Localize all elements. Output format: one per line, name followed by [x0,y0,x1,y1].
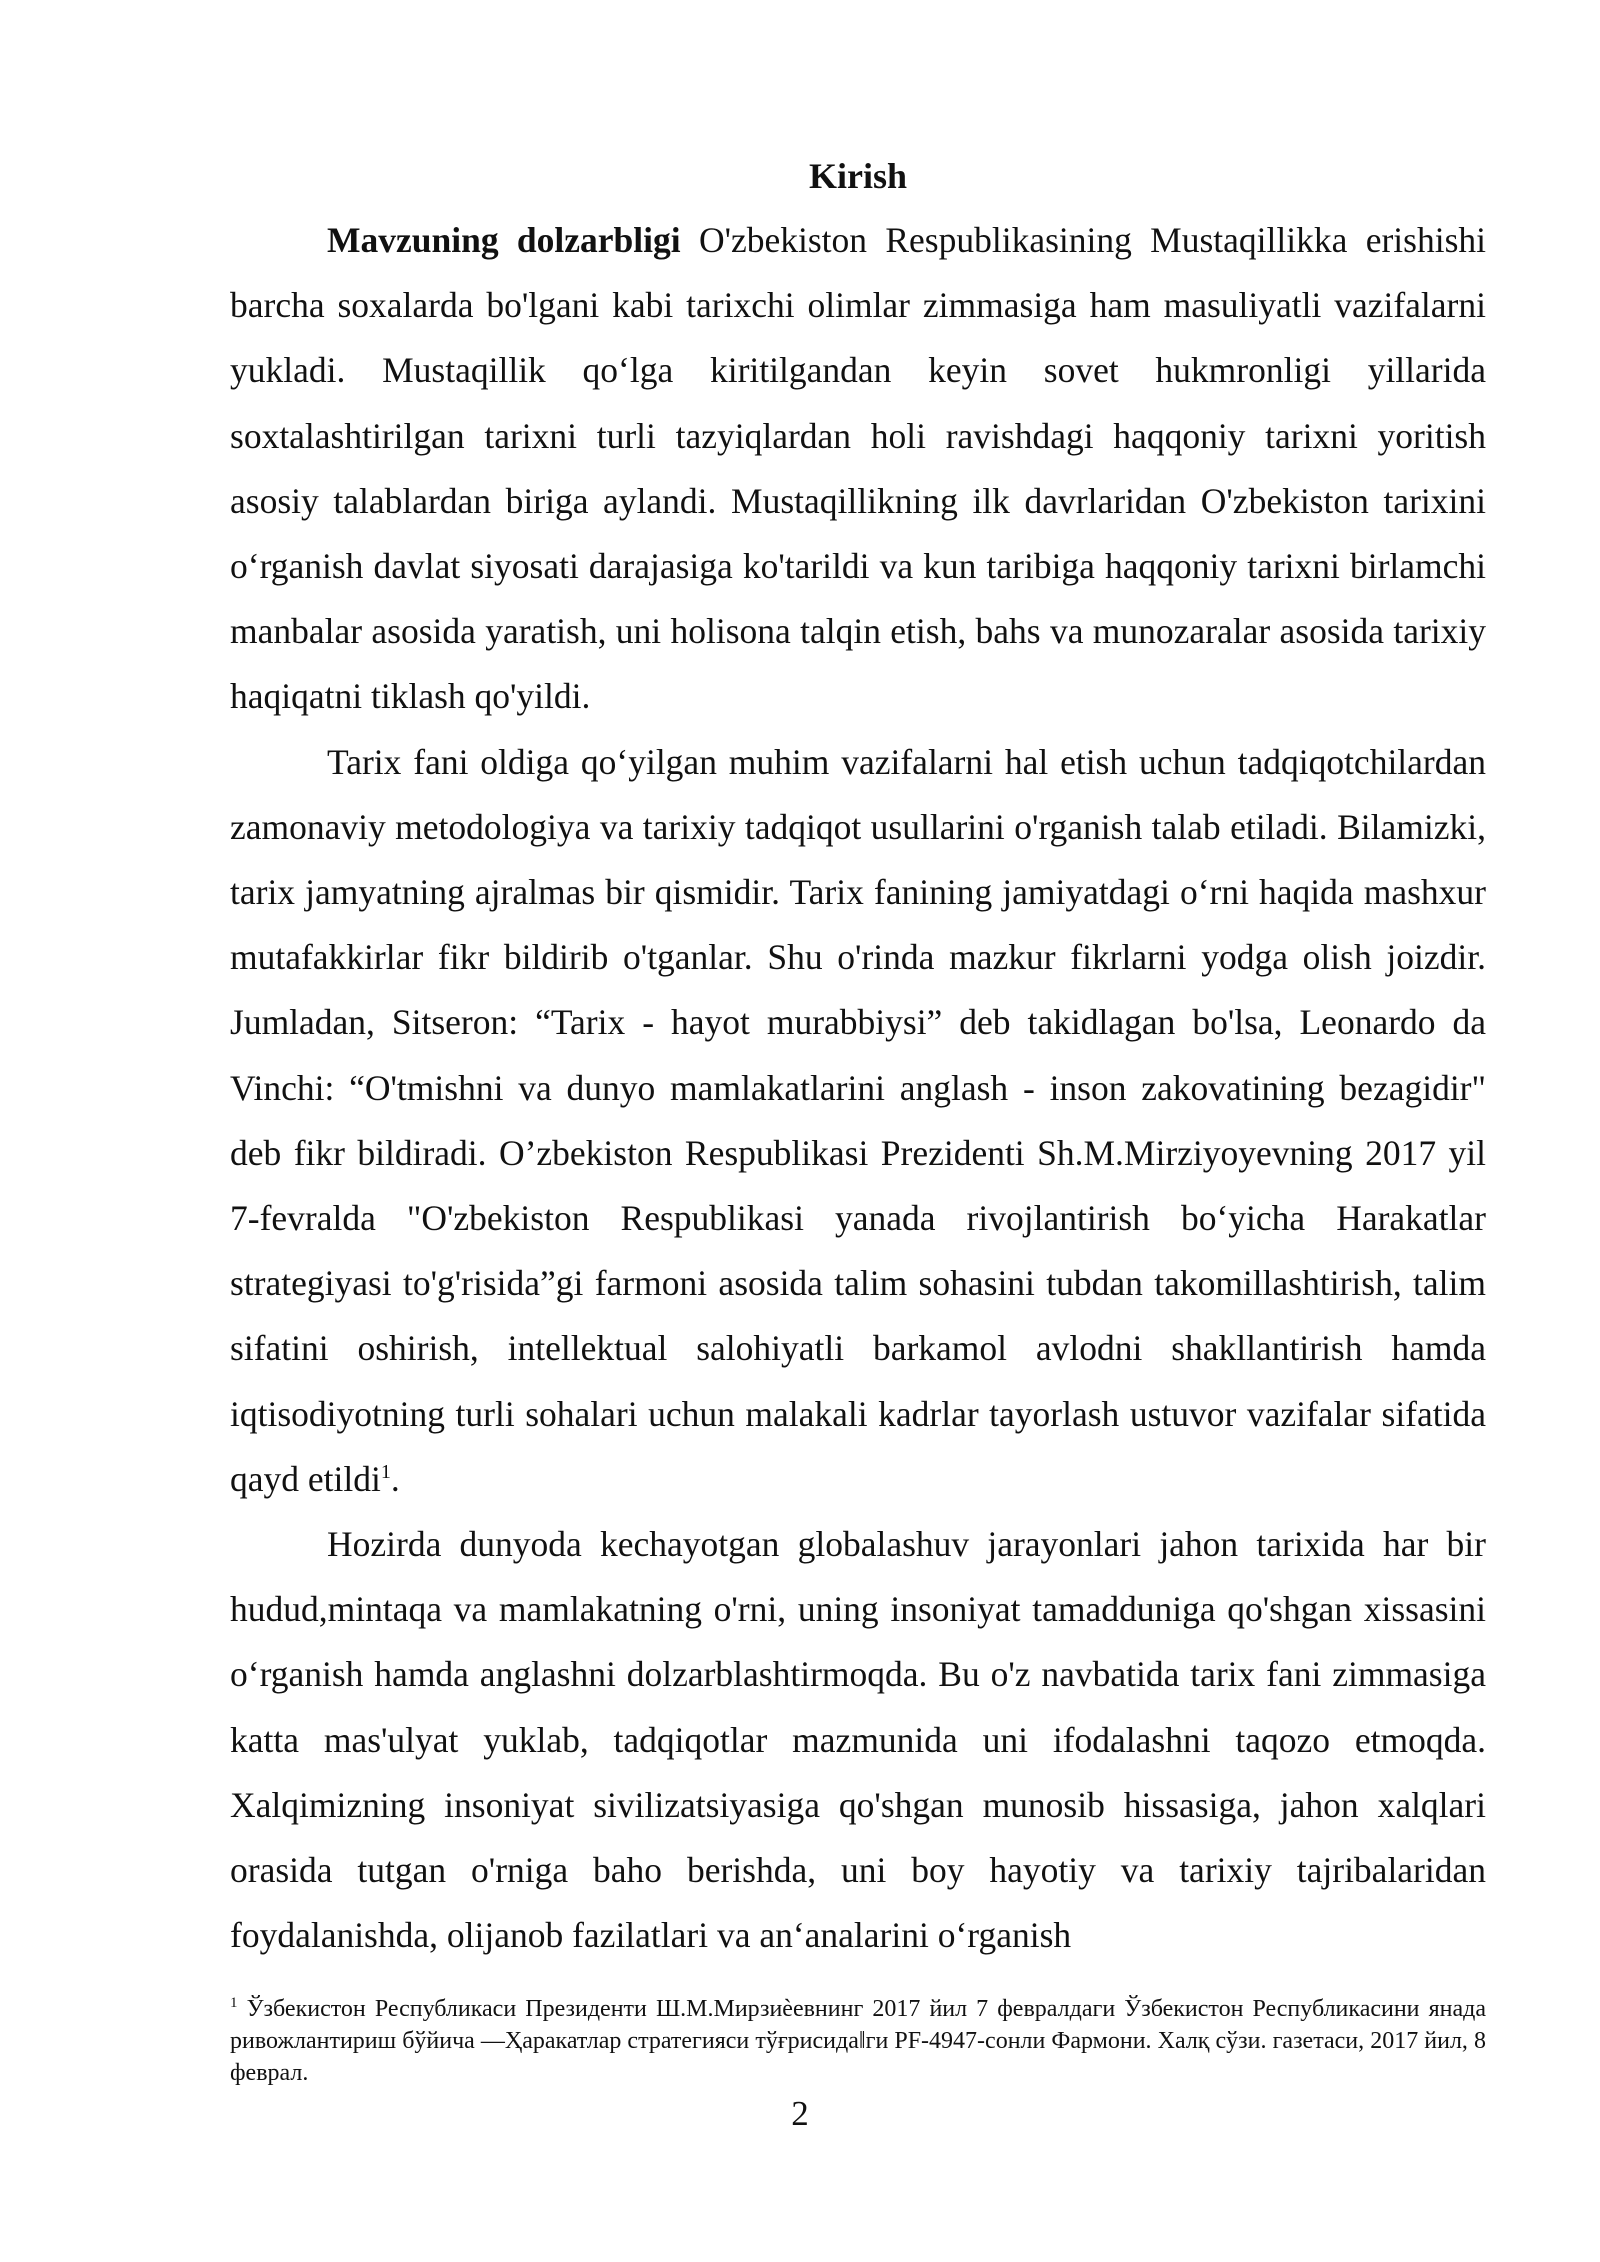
paragraph-tail: . [390,1458,400,1499]
paragraph-text: Hozirda dunyoda kechayotgan globalashuv jarayonlari jahon tarixida har bir hudud,mintaqa va mamlakatning o'rni, uning insoniyat tamadduniga qo'shgan xissasini o‘rganish hamda anglashni dolzarblashtirmoqda. Bu o'z navbatida tarix fani zimmasiga katta mas'ulyat yuklab, tadqiqotlar mazmunida uni ifodalashni taqozo etmoqda. Xalqimizning insoniyat sivilizatsiyasiga qo'shgan munosib hissasiga, jahon xalqlari orasida tutgan o'rniga baho berishda, uni boy hayotiy va tarixiy tajribalaridan foydalanishda, olijanob fazilatlari va an‘analarini o‘rganish [230,1524,1486,1956]
footnote-reference[interactable]: 1 [380,1461,391,1484]
paragraph-text: Tarix fani oldiga qo‘yilgan muhim vazifalarni hal etish uchun tadqiqotchilardan zamonaviy metodologiya va tarixiy tadqiqot usullarini o'rganish talab etiladi. Bilamizki, tarix jamyatning ajralmas bir qismidir. Tarix fanining jamiyatdagi o‘rni haqida mashxur mutafakkirlar fikr bildirib o'tganlar. Shu o'rinda mazkur fikrlarni yodga olish joizdir. Jumladan, Sitseron: “Tarix - hayot murabbiysi” deb takidlagan bo'lsa, Leonardo da Vinchi: “O'tmishni va dunyo mamlakatlarini anglash - inson zakovatining bezagidir" deb fikr bildiradi. O’zbekiston Respublikasi Prezidenti Sh.M.Mirziyoyevning 2017 yil 7-fevralda "O'zbekiston Respublikasi yanada rivojlantirish bo‘yicha Harakatlar strategiyasi to'g'risida”gi farmoni asosida talim sohasini tubdan takomillashtirish, talim sifatini oshirish, intellektual salohiyatli barkamol avlodni shakllantirish hamda iqtisodiyotning turli sohalari uchun malakali kadrlar tayorlash ustuvor vazifalar sifatida qayd etildi [230,741,1486,1499]
footnotes [230,1993,1486,2089]
page-number: 2 [791,2094,809,2133]
footnote-item [230,1993,1486,2089]
section-title: Kirish [808,156,907,196]
paragraph-lead-term: Mavzuning dolzarbligi [327,220,681,260]
paragraph-globalization [230,1512,1486,1968]
paragraph-history-role [230,730,1486,1512]
paragraph-relevance [230,208,1486,730]
page-body [230,150,1486,1968]
footnote-mark: 1 [230,1995,238,2011]
paragraph-text: O'zbekiston Respublikasining Mustaqillikka erishishi barcha soxalarda bo'lgani kabi tarixchi olimlar zimmasiga ham masuliyatli vazifalarni yukladi. Mustaqillik qo‘lga kiritilgandan keyin sovet hukmronligi yillarida soxtalashtirilgan tarixni turli tazyiqlardan holi ravishdagi haqqoniy tarixni yoritish asosiy talablardan biriga aylandi. Mustaqillikning ilk davrlaridan O'zbekiston tarixini o‘rganish davlat siyosati darajasiga ko'tarildi va kun taribiga haqqoniy tarixni birlamchi manbalar asosida yaratish, uni holisona talqin etish, bahs va munozaralar asosida tarixiy haqiqatni tiklash qo'yildi. [230,220,1486,717]
footnote-text: Ўзбекистон Республикаси Президенти Ш.М.Мирзиѐевнинг 2017 йил 7 февралдаги Ўзбекистон Республикасини янада ривожлантириш бўйича ―Ҳаракатлар стратегияси тўғрисида‖ги PF-4947-сонли Фармони. Халқ сўзи. газетаси, 2017 йил, 8 феврал. [230,1996,1486,2086]
